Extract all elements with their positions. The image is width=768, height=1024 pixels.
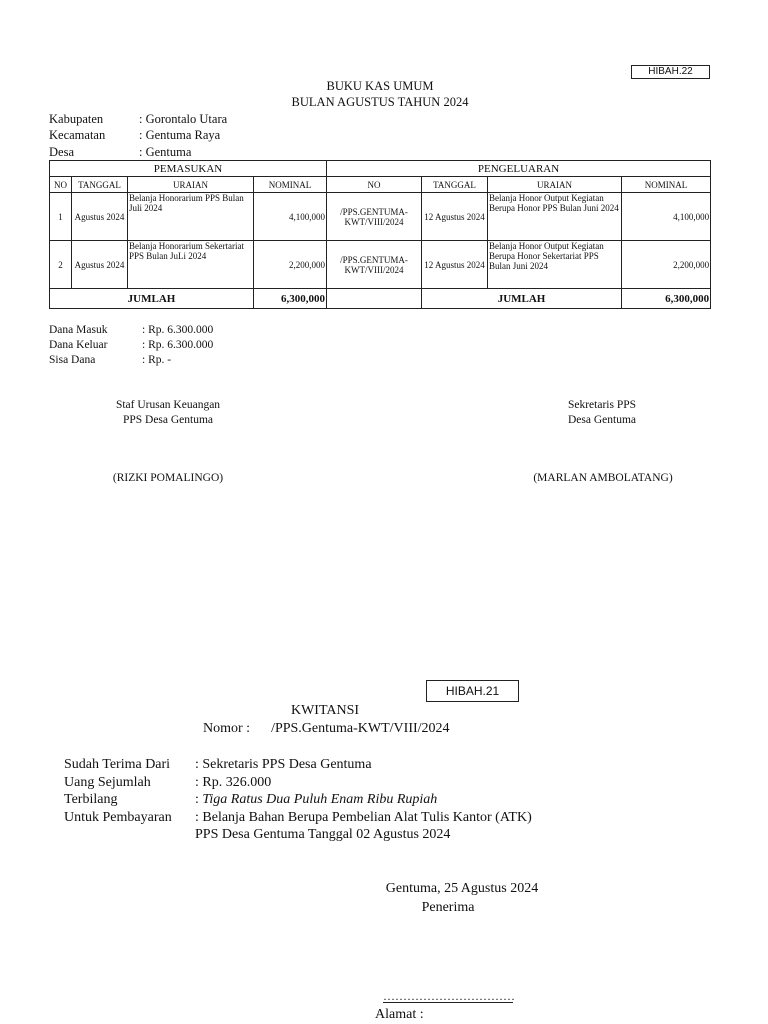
- alamat-label: Alamat :: [375, 1007, 424, 1022]
- table-row: [50, 241, 711, 289]
- col-header-nominal: NOMINAL: [254, 177, 327, 193]
- info-value: : Gentuma Raya: [139, 128, 221, 142]
- table-group-header: [50, 161, 711, 177]
- cell-out-tanggal: 12 Agustus 2024: [422, 193, 488, 241]
- sign-right-name: (MARLAN AMBOLATANG): [533, 472, 673, 484]
- cell-out-tanggal: 12 Agustus 2024: [422, 241, 488, 289]
- info-value: : Gorontalo Utara: [139, 112, 228, 126]
- pengeluaran-header: PENGELUARAN: [327, 161, 711, 177]
- signature-dots: ……………………………: [383, 989, 515, 1003]
- total-empty: [327, 289, 422, 309]
- table-row: [50, 193, 711, 241]
- field-label: Untuk Pembayaran: [64, 810, 172, 825]
- cell-out-uraian: Belanja Honor Output Kegiatan Berupa Honor Sekertariat PPS Bulan Juni 2024: [488, 241, 622, 289]
- col-header-uraian: URAIAN: [128, 177, 254, 193]
- summary-value: : Rp. 6.300.000: [142, 339, 214, 351]
- col-header-tanggal: TANGGAL: [72, 177, 128, 193]
- field-value: : Sekretaris PPS Desa Gentuma: [195, 757, 372, 772]
- cell-no: 2: [50, 241, 72, 289]
- col-header-no: NO: [50, 177, 72, 193]
- cell-out-no: /PPS.GENTUMA-KWT/VIII/2024: [327, 193, 422, 241]
- col-header-out-no: NO: [327, 177, 422, 193]
- nomor-value: /PPS.Gentuma-KWT/VIII/2024: [271, 721, 450, 736]
- cell-no: 1: [50, 193, 72, 241]
- total-label: JUMLAH: [50, 289, 254, 309]
- total-pengeluaran: 6,300,000: [622, 289, 711, 309]
- bku-table: [49, 160, 711, 309]
- cell-out-no: /PPS.GENTUMA-KWT/VIII/2024: [327, 241, 422, 289]
- summary-label: Sisa Dana: [49, 354, 96, 366]
- col-header-out-tanggal: TANGGAL: [422, 177, 488, 193]
- total-pemasukan: 6,300,000: [254, 289, 327, 309]
- summary-value: : Rp. -: [142, 354, 172, 366]
- nomor-label: Nomor :: [203, 721, 251, 736]
- field-value: Tiga Ratus Dua Puluh Enam Ribu Rupiah: [202, 792, 438, 807]
- cell-tanggal: Agustus 2024: [72, 193, 128, 241]
- cell-out-nominal: 2,200,000: [622, 241, 711, 289]
- cell-out-nominal: 4,100,000: [622, 193, 711, 241]
- info-label: Kabupaten: [49, 112, 104, 126]
- field-label: Uang Sejumlah: [64, 775, 151, 790]
- field-value: : Belanja Bahan Berupa Pembelian Alat Tulis Kantor (ATK): [195, 810, 532, 825]
- sign-right-org: Desa Gentuma: [567, 414, 637, 426]
- bku-title: BUKU KAS UMUM: [326, 79, 434, 93]
- info-label: Desa: [49, 145, 74, 159]
- bku-subtitle: BULAN AGUSTUS TAHUN 2024: [291, 95, 469, 109]
- form-code-hibah22: HIBAH.22: [631, 65, 710, 79]
- summary-label: Dana Masuk: [49, 324, 108, 336]
- table-column-header: [50, 177, 711, 193]
- sign-left-role: Staf Urusan Keuangan: [115, 399, 221, 411]
- pemasukan-header: PEMASUKAN: [50, 161, 327, 177]
- table-total-row: [50, 289, 711, 309]
- cell-uraian: Belanja Honorarium Sekertariat PPS Bulan JuLi 2024: [128, 241, 254, 289]
- sign-left-org: PPS Desa Gentuma: [122, 414, 214, 426]
- total-out-label: JUMLAH: [422, 289, 622, 309]
- col-header-out-uraian: URAIAN: [488, 177, 622, 193]
- field-untuk-pembayaran-line2: PPS Desa Gentuma Tanggal 02 Agustus 2024: [195, 827, 451, 842]
- field-value-wrap: [195, 792, 437, 808]
- cell-tanggal: Agustus 2024: [72, 241, 128, 289]
- info-label: Kecamatan: [49, 128, 106, 142]
- summary-label: Dana Keluar: [49, 339, 108, 351]
- summary-value: : Rp. 6.300.000: [142, 324, 214, 336]
- cell-nominal: 4,100,000: [254, 193, 327, 241]
- kwitansi-nomor: [203, 721, 450, 737]
- sign-right-role: Sekretaris PPS: [567, 399, 637, 411]
- field-value-prefix: :: [195, 792, 203, 807]
- cell-out-uraian: Belanja Honor Output Kegiatan Berupa Honor PPS Bulan Juni 2024: [488, 193, 622, 241]
- sign-left-name: (RIZKI POMALINGO): [112, 472, 224, 484]
- form-code-hibah21: HIBAH.21: [426, 680, 519, 702]
- field-label: Sudah Terima Dari: [64, 757, 171, 772]
- info-value: : Gentuma: [139, 145, 192, 159]
- place-date: Gentuma, 25 Agustus 2024: [385, 881, 539, 896]
- col-header-out-nominal: NOMINAL: [622, 177, 711, 193]
- kwitansi-title: KWITANSI: [290, 703, 360, 718]
- field-label: Terbilang: [64, 792, 118, 807]
- penerima-label: Penerima: [421, 900, 475, 915]
- cell-uraian: Belanja Honorarium PPS Bulan Juli 2024: [128, 193, 254, 241]
- cell-nominal: 2,200,000: [254, 241, 327, 289]
- field-value: : Rp. 326.000: [195, 775, 272, 790]
